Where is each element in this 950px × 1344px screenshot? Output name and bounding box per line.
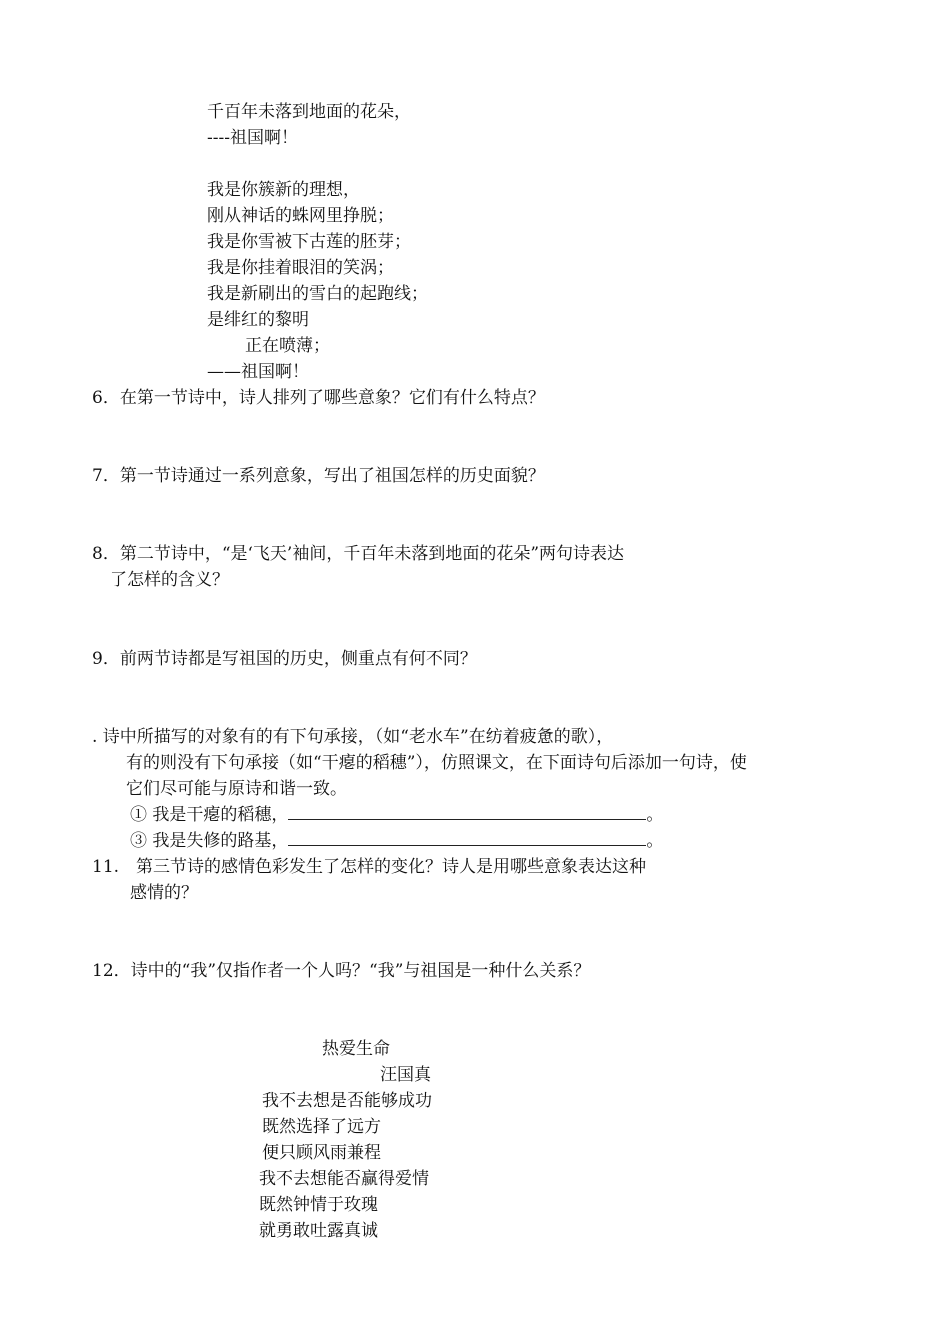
question-8: 8．第二节诗中，“是‘飞天’袖间，千百年未落到地面的花朵”两句诗表达 [92, 544, 625, 564]
poem-line: 我不去想是否能够成功 [262, 1091, 432, 1111]
question-11: 11. 第三节诗的感情色彩发生了怎样的变化？诗人是用哪些意象表达这种 [92, 857, 647, 877]
question-9: 9．前两节诗都是写祖国的历史，侧重点有何不同？ [92, 649, 477, 669]
fill-in-item-1 [130, 804, 663, 826]
poem-line: 既然钟情于玫瑰 [259, 1195, 378, 1215]
question-10-continued: 它们尽可能与原诗和谐一致。 [126, 779, 347, 799]
poem-line: 我是你雪被下古莲的胚芽； [207, 232, 411, 252]
answer-blank[interactable] [288, 805, 646, 820]
question-12: 12．诗中的“我”仅指作者一个人吗？“我”与祖国是一种什么关系？ [92, 961, 591, 981]
poem-line: 既然选择了远方 [262, 1117, 381, 1137]
fill-in-end: 。 [646, 831, 664, 851]
poem-refrain: ——祖国啊！ [207, 362, 309, 382]
poem-line: 便只顾风雨兼程 [262, 1143, 381, 1163]
poem-refrain: ----祖国啊！ [207, 128, 298, 148]
poem-author: 汪国真 [380, 1065, 431, 1085]
poem-line: 我是你簇新的理想， [207, 180, 360, 200]
poem-line: 是绯红的黎明 [207, 310, 309, 330]
fill-in-prompt: ① 我是干瘪的稻穗， [130, 805, 289, 825]
poem-line: 就勇敢吐露真诚 [259, 1221, 378, 1241]
question-11-continued: 感情的？ [130, 883, 198, 903]
answer-blank[interactable] [288, 831, 646, 846]
poem-line: 刚从神话的蛛网里挣脱； [207, 206, 394, 226]
fill-in-item-3 [130, 830, 663, 852]
poem-line: 我是新刷出的雪白的起跑线； [207, 284, 428, 304]
question-10-continued: 有的则没有下句承接（如“干瘪的稻穗”），仿照课文，在下面诗句后添加一句诗，使 [126, 753, 747, 773]
fill-in-prompt: ③ 我是失修的路基， [130, 831, 289, 851]
poem-line: 千百年未落到地面的花朵， [207, 102, 411, 122]
poem-title: 热爱生命 [322, 1039, 390, 1059]
question-7: 7．第一节诗通过一系列意象，写出了祖国怎样的历史面貌？ [92, 466, 545, 486]
question-10: . 诗中所描写的对象有的有下句承接，（如“老水车”在纺着疲惫的歌）， [92, 727, 614, 747]
poem-line: 我不去想能否赢得爱情 [259, 1169, 429, 1189]
question-8-continued: 了怎样的含义？ [110, 570, 229, 590]
question-6: 6．在第一节诗中，诗人排列了哪些意象？它们有什么特点？ [92, 388, 545, 408]
poem-line: 正在喷薄； [245, 336, 330, 356]
fill-in-end: 。 [646, 805, 664, 825]
poem-line: 我是你挂着眼泪的笑涡； [207, 258, 394, 278]
